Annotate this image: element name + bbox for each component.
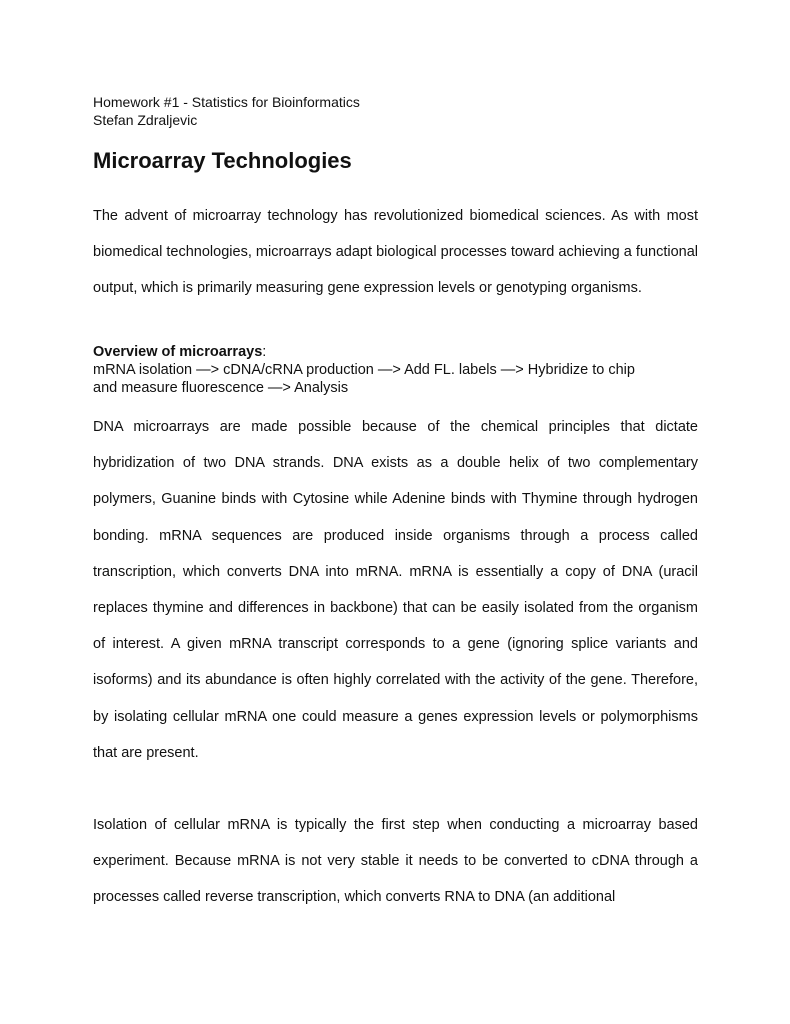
overview-heading-line <box>93 343 698 361</box>
intro-paragraph: The advent of microarray technology has revolutionized biomedical sciences. As with most biomedical technologies, microarrays adapt biological processes toward achieving a functional output, which is primarily measuring gene expression levels or genotyping organisms. <box>93 208 698 296</box>
author-name: Stefan Zdraljevic <box>93 112 198 128</box>
overview-colon: : <box>262 344 267 360</box>
overview-section <box>93 343 698 397</box>
document-page <box>93 93 698 905</box>
isolation-paragraph: Isolation of cellular mRNA is typically the first step when conducting a microarray based experiment. Because mRNA is not very stable it needs to be converted to cDNA through a processes called reverse transcription, which converts RNA to DNA (an additional <box>93 817 698 905</box>
hybridization-paragraph: DNA microarrays are made possible because of the chemical principles that dictate hybridization of two DNA strands. DNA exists as a double helix of two complementary polymers, Guanine binds with Cytosine while Adenine binds with Thymine through hydrogen bonding. mRNA sequences are produced inside organisms through a process called transcription, which converts DNA into mRNA. mRNA is essentially a copy of DNA (uracil replaces thymine and differences in backbone) that can be easily isolated from the organism of interest. A given mRNA transcript corresponds to a gene (ignoring splice variants and isoforms) and its abundance is often highly correlated with the activity of the gene. Therefore, by isolating cellular mRNA one could measure a genes expression levels or polymorphisms that are present. <box>93 419 698 761</box>
overview-heading: Overview of microarrays <box>93 344 263 360</box>
course-line: Homework #1 - Statistics for Bioinformatics <box>93 94 360 110</box>
page-title: Microarray Technologies <box>93 148 352 173</box>
overview-flow-line-2: and measure fluorescence —> Analysis <box>93 380 349 396</box>
overview-flow-line-1: mRNA isolation —> cDNA/cRNA production —> Add FL. labels —> Hybridize to chip <box>93 362 635 378</box>
